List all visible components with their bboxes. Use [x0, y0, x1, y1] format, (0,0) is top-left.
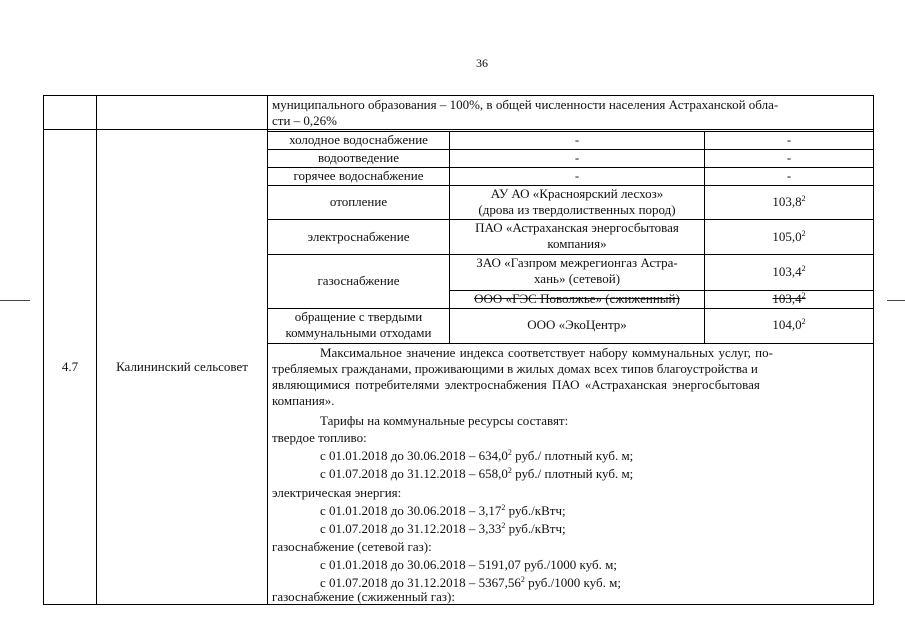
index-value: -: [786, 132, 792, 147]
note-line: Максимальное значение индекса соответствует набору коммунальных услуг, по-: [320, 345, 773, 360]
continuation-text: сти – 0,26%: [272, 113, 337, 128]
service-name: водоотведение: [317, 150, 400, 165]
provider: -: [574, 150, 580, 165]
service-name: электроснабжение: [307, 229, 410, 244]
tariff-line: с 01.07.2018 до 31.12.2018 – 5367,56$^2$ руб./1000 куб. м;: [320, 575, 621, 590]
provider: (дрова из твердолиственных пород): [478, 202, 676, 217]
index-value: 103,4$^2$: [772, 264, 806, 279]
note-line: компания».: [272, 393, 335, 408]
index-value: -: [786, 150, 792, 165]
provider: ООО «ЭкоЦентр»: [527, 317, 627, 332]
provider: ПАО «Астраханская энергосбытовая: [475, 220, 679, 235]
provider: -: [574, 132, 580, 147]
scan-edge-mark-right: [887, 300, 905, 301]
note-line: являющимися потребителями электроснабжения ПАО «Астраханская энергосбытовая: [272, 377, 760, 392]
provider: ЗАО «Газпром межрегионгаз Астра-: [476, 255, 678, 270]
service-name: коммунальными отходами: [285, 325, 432, 340]
index-value-struck: 103,4$^2$: [772, 291, 806, 306]
tariffs-intro: Тарифы на коммунальные ресурсы составят:: [320, 413, 569, 428]
continuation-text: муниципального образования – 100%, в общей численности населения Астраханской обла-: [272, 97, 779, 112]
tariff-line: с 01.01.2018 до 30.06.2018 – 634,0$^2$ руб./ плотный куб. м;: [320, 448, 634, 463]
row-number: 4.7: [61, 359, 79, 374]
service-name: газоснабжение: [317, 273, 400, 288]
provider: АУ АО «Красноярский лесхоз»: [490, 186, 664, 201]
tariff-line: с 01.07.2018 до 31.12.2018 – 658,0$^2$ руб./ плотный куб. м;: [320, 466, 634, 481]
service-name: отопление: [329, 194, 388, 209]
provider: -: [574, 168, 580, 183]
tariff-heading: электрическая энергия:: [272, 485, 402, 500]
utility-table: [43, 95, 874, 605]
service-name: обращение с твердыми: [294, 309, 423, 324]
municipality-name: Калининский сельсовет: [116, 359, 248, 374]
service-name: горячее водоснабжение: [293, 168, 424, 183]
column-divider: [96, 96, 97, 604]
tariff-heading: газоснабжение (сетевой газ):: [272, 539, 432, 554]
tariff-line: с 01.07.2018 до 31.12.2018 – 3,33$^2$ руб./кВтч;: [320, 521, 566, 536]
row-divider: [267, 343, 873, 344]
note-line: требляемых гражданами, проживающими в жилых домах всех типов благоустройства и: [272, 361, 758, 376]
index-value: -: [786, 168, 792, 183]
provider: хань» (сетевой): [533, 271, 621, 286]
index-value: 104,0$^2$: [772, 317, 806, 332]
provider: компания»: [547, 236, 607, 251]
index-value: 103,8$^2$: [772, 194, 806, 209]
scan-edge-mark-left: [0, 300, 30, 301]
provider-struck: ООО «ГЭС Поволжье» (сжиженный): [474, 291, 680, 306]
tariff-line: с 01.01.2018 до 30.06.2018 – 5191,07 руб./1000 куб. м;: [320, 557, 617, 572]
tariff-line: с 01.01.2018 до 30.06.2018 – 3,17$^2$ руб./кВтч;: [320, 503, 566, 518]
index-value: 105,0$^2$: [772, 229, 806, 244]
tariff-heading: газоснабжение (сжиженный газ):: [272, 589, 455, 604]
page-number: 36: [476, 56, 488, 70]
service-name: холодное водоснабжение: [289, 132, 428, 147]
row-divider: [44, 129, 873, 130]
tariff-heading: твердое топливо:: [272, 430, 367, 445]
